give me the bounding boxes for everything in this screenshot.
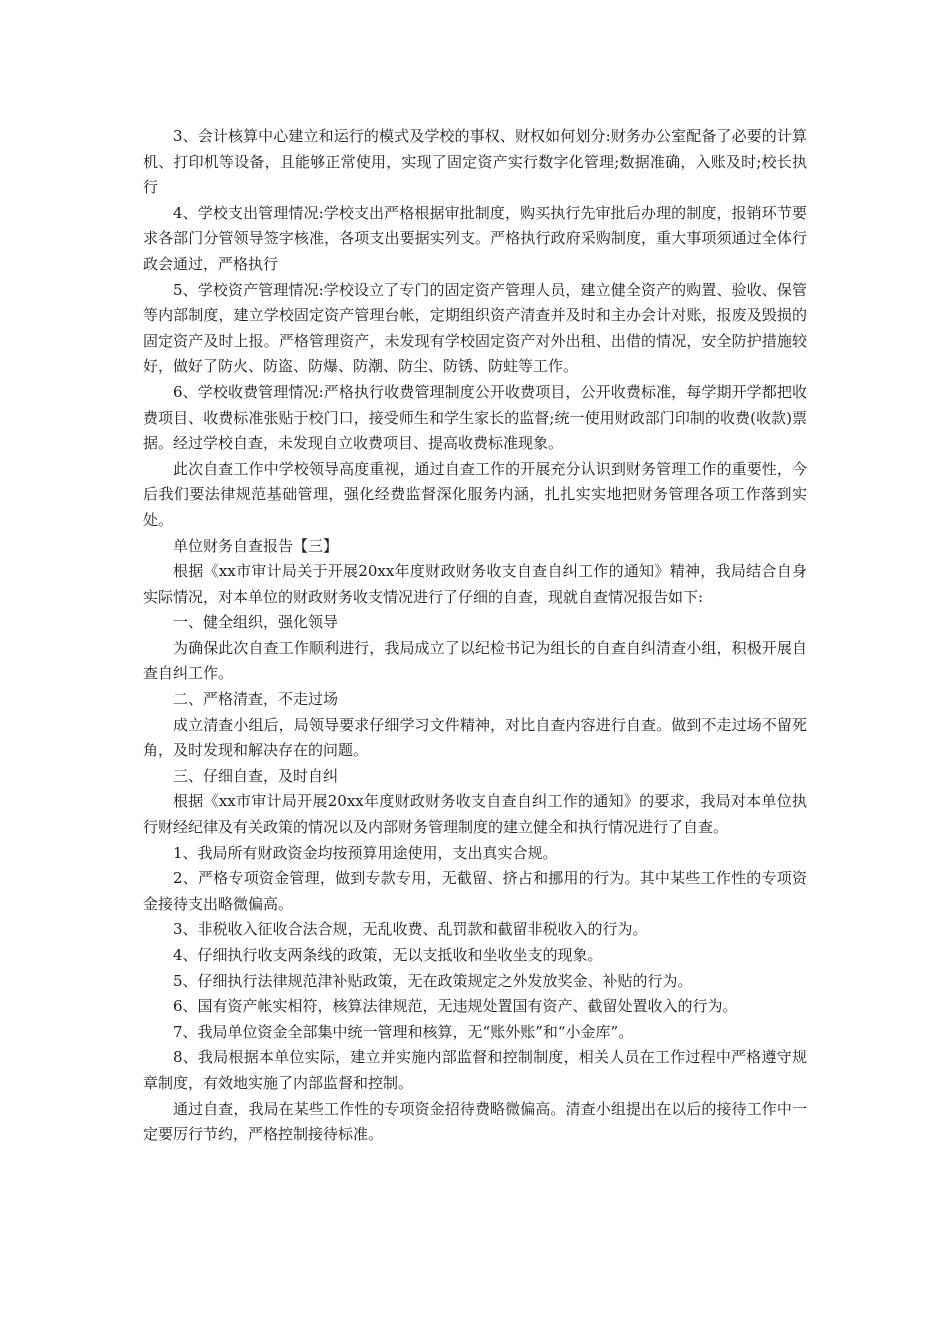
heading-inspection: 二、严格清查，不走过场 xyxy=(173,690,339,709)
paragraph-inspection: 成立清查小组后，局领导要求仔细学习文件精神，对比自查内容进行自查。做到不走过场不留死角，及时发现和解决存在的问题。 xyxy=(143,715,807,760)
document-body xyxy=(143,124,807,1148)
paragraph-self-correction: 根据《xx市审计局开展20xx年度财政财务收支自查自纠工作的通知》的要求，我局对本单位执行财经纪律及有关政策的情况以及内部财务管理制度的建立健全和执行情况进行了自查。 xyxy=(143,792,807,837)
paragraph-fee-management: 6、学校收费管理情况:严格执行收费管理制度公开收费项目，公开收费标准，每学期开学都把收费项目、收费标准张贴于校门口，接受师生和学生家长的监督;统一使用财政部门印制的收费(收款)票据。经过学校自查，未发现自立收费项目、提高收费标准现象。 xyxy=(143,382,807,453)
paragraph-expenditure-management: 4、学校支出管理情况:学校支出严格根据审批制度，购买执行先审批后办理的制度，报销环节要求各部门分管领导签字核准，各项支出要据实列支。严格执行政府采购制度，重大事项须通过全体行政会通过，严格执行 xyxy=(143,203,807,273)
list-item-7: 7、我局单位资金全部集中统一管理和核算，无“账外账”和“小金库”。 xyxy=(173,1022,634,1041)
paragraph-organization: 为确保此次自查工作顺利进行，我局成立了以纪检书记为组长的自查自纠清查小组，积极开展自查自纠工作。 xyxy=(143,638,807,683)
list-item-6: 6、国有资产帐实相符，核算法律规范，无违规处置国有资产、截留处置收入的行为。 xyxy=(173,997,738,1016)
paragraph-conclusion: 通过自查，我局在某些工作性的专项资金招待费略微偏高。清查小组提出在以后的接待工作中一定要厉行节约，严格控制接待标准。 xyxy=(143,1099,807,1144)
paragraph-summary: 此次自查工作中学校领导高度重视，通过自查工作的开展充分认识到财务管理工作的重要性，今后我们要法律规范基础管理，强化经费监督深化服务内涵，扎扎实实地把财务管理各项工作落到实处。 xyxy=(143,459,807,529)
paragraph-report-intro: 根据《xx市审计局关于开展20xx年度财政财务收支自查自纠工作的通知》精神，我局结合自身实际情况，对本单位的财政财务收支情况进行了仔细的自查，现就自查情况报告如下: xyxy=(143,562,807,606)
heading-self-correction: 三、仔细自查，及时自纠 xyxy=(173,766,339,785)
list-item-2: 2、严格专项资金管理，做到专款专用，无截留、挤占和挪用的行为。其中某些工作性的专项资金接待支出略微偏高。 xyxy=(143,869,807,913)
heading-organization: 一、健全组织，强化领导 xyxy=(173,613,339,632)
list-item-5: 5、仔细执行法律规范津补贴政策，无在政策规定之外发放奖金、补贴的行为。 xyxy=(173,971,693,990)
list-item-4: 4、仔细执行收支两条线的政策，无以支抵收和坐收坐支的现象。 xyxy=(173,946,603,964)
list-item-1: 1、我局所有财政资金均按预算用途使用，支出真实合规。 xyxy=(173,843,558,862)
list-item-3: 3、非税收入征收合法合规，无乱收费、乱罚款和截留非税收入的行为。 xyxy=(173,920,648,939)
paragraph-accounting-center: 3、会计核算中心建立和运行的模式及学校的事权、财权如何划分:财务办公室配备了必要的计算机、打印机等设备，且能够正常使用，实现了固定资产实行数字化管理;数据准确，入账及时;校长执行 xyxy=(143,127,807,197)
list-item-8: 8、我局根据本单位实际，建立并实施内部监督和控制制度，相关人员在工作过程中严格遵守规章制度，有效地实施了内部监督和控制。 xyxy=(143,1048,807,1092)
paragraph-asset-management: 5、学校资产管理情况:学校设立了专门的固定资产管理人员，建立健全资产的购置、验收、保管等内部制度，建立学校固定资产管理台帐，定期组织资产清查并及时和主办会计对账，报废及毁损的固定资产及时上报。严格管理资产，未发现有学校固定资产对外出租、出借的情况，安全防护措施较好，做好了防火、防盗、防爆、防潮、防尘、防锈、防蛀等工作。 xyxy=(143,280,807,376)
section-title-report-three: 单位财务自查报告【三】 xyxy=(173,536,339,555)
